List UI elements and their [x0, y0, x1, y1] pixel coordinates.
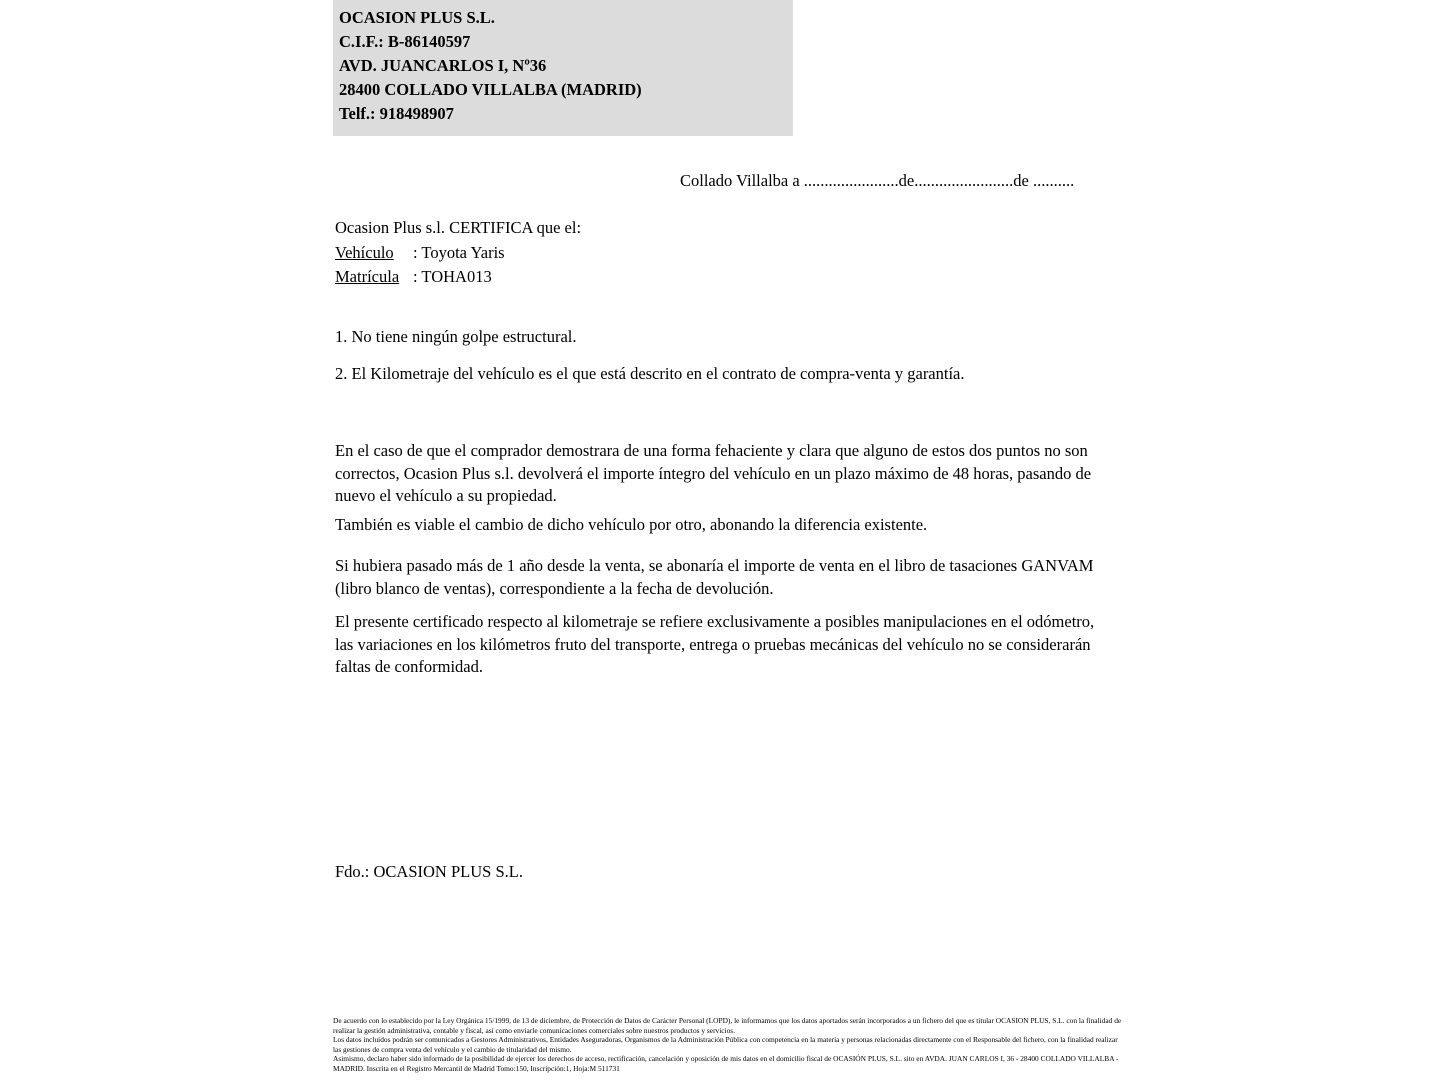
paragraph-odometer-scope: El presente certificado respecto al kilometraje se refiere exclusivamente a posibles manipulaciones en el odómetro, las variaciones en los kilómetros fruto del transporte, entrega o pruebas mecánicas del vehículo no se considerarán faltas de conformidad. — [335, 612, 1095, 676]
legal-paragraph-lopd: De acuerdo con lo establecido por la Ley Orgánica 15/1999, de 13 de diciembre, de Protección de Datos de Carácter Personal (LOPD), le informamos que los datos aportados serán incorporados a un fichero del que es titular OCASION PLUS, S.L. con la finalidad de realizar la gestión administrativa, contable y fiscal, así como enviarle comunicaciones comerciales sobre nuestros productos y servicios. — [333, 1016, 1122, 1035]
plate-label: Matrícula — [335, 267, 400, 286]
company-city: 28400 COLLADO VILLALBA (MADRID) — [339, 80, 642, 99]
paragraph-refund-terms: En el caso de que el comprador demostrara de una forma fehaciente y clara que alguno de estos dos puntos no son correctos, Ocasion Plus s.l. devolverá el importe íntegro del vehículo en un plazo máximo de 48 horas, pasando de nuevo el vehículo a su propiedad. — [335, 441, 1092, 505]
legal-footer — [333, 1016, 1123, 1074]
plate-value: : TOHA013 — [413, 267, 492, 286]
vehicle-row — [335, 241, 581, 266]
vehicle-value: : Toyota Yaris — [413, 242, 505, 262]
paragraph-after-one-year: Si hubiera pasado más de 1 año desde la venta, se abonaría el importe de venta en el libro de tasaciones GANVAM (libro blanco de ventas), correspondiente a la fecha de devolución. — [335, 556, 1094, 598]
company-name: OCASION PLUS S.L. — [339, 8, 495, 27]
point-mileage: 2. El Kilometraje del vehículo es el que está descrito en el contrato de compra-venta y garantía. — [335, 364, 965, 383]
paragraph-vehicle-exchange: También es viable el cambio de dicho vehículo por otro, abonando la diferencia existente. — [335, 515, 928, 534]
point-structural-damage: 1. No tiene ningún golpe estructural. — [335, 327, 577, 346]
plate-row — [335, 265, 581, 290]
company-cif: C.I.F.: B-86140597 — [339, 32, 471, 51]
certification-intro: Ocasion Plus s.l. CERTIFICA que el: — [335, 218, 582, 237]
legal-paragraph-data-sharing: Los datos incluidos podrán ser comunicados a Gestores Administrativos, Entidades Aseguradoras, Organismos de la Administración Pública con competencia en la materia y personas relacionadas directamente con el Responsable del fichero, con la finalidad realizar las gestiones de compra venta del vehículo y el cambio de titularidad del mismo. — [333, 1035, 1118, 1054]
company-phone: Telf.: 918498907 — [339, 104, 454, 123]
certification-block — [335, 216, 581, 290]
date-line: Collado Villalba a .......................de........................de .......... — [680, 171, 1075, 190]
letterhead-block — [333, 0, 793, 136]
signature-line: Fdo.: OCASION PLUS S.L. — [335, 862, 523, 881]
vehicle-label: Vehículo — [335, 242, 394, 262]
company-street: AVD. JUANCARLOS I, Nº36 — [339, 56, 547, 75]
legal-paragraph-rights: Asimismo, declaro haber sido informado de la posibilidad de ejercer los derechos de acceso, rectificación, cancelación y oposición de mis datos en el domicilio fiscal de OCASIÓN PLUS, S.L. sito en AVDA. JUAN CARLOS I, 36 - 28400 COLLADO VILLALBA - MADRID. Inscrita en el Registro Mercantil de Madrid Tomo:150, Inscripción:1, Hoja:M 511731 — [333, 1054, 1119, 1073]
